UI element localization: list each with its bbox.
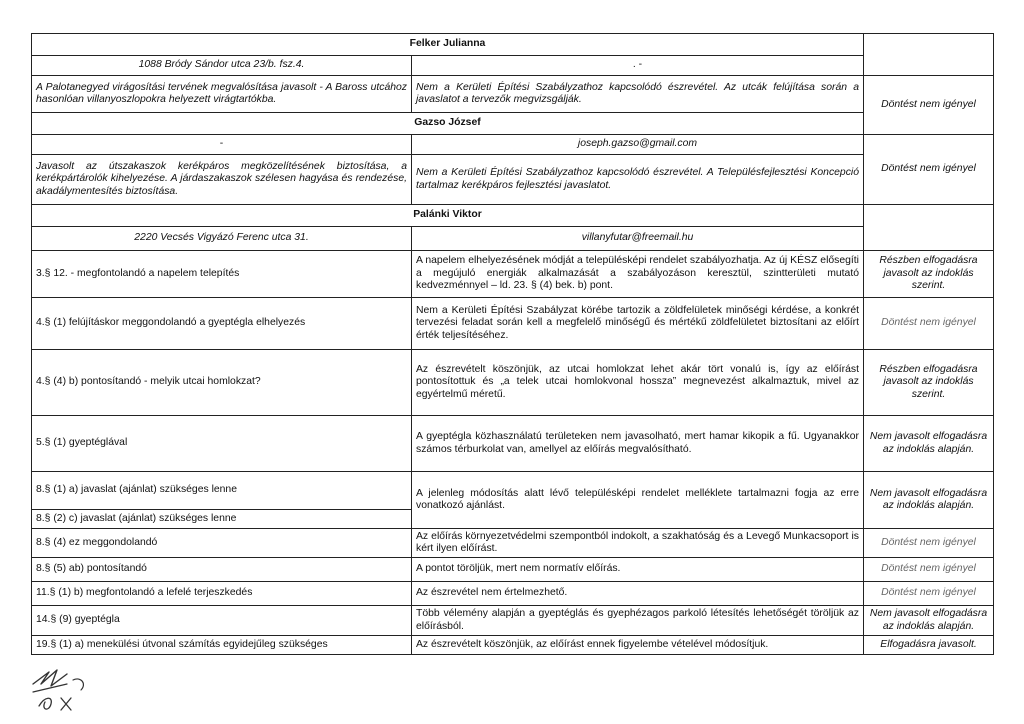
decision-text: Részben elfogadásra javasolt az indoklás szerint.	[864, 251, 994, 298]
comment-text: 4.§ (1) felújításkor meggondolandó a gyeptégla elhelyezés	[32, 298, 412, 350]
decision-text: Döntést nem igényel	[864, 76, 994, 135]
response-text: Nem a Kerületi Építési Szabályzathoz kapcsolódó észrevétel. A Településfejlesztési Koncepció tartalmaz kerékpáros fejlesztési javaslatot.	[412, 155, 864, 205]
table-row	[32, 529, 994, 558]
commenter-contact: joseph.gazso@gmail.com	[412, 135, 864, 155]
comment-text: Javasolt az útszakaszok kerékpáros megközelítésének biztosítása, a kerékpártárolók kihelyezése. A járdaszakaszok szélesen hagyása és rendezése, akadálymentesítés biztosítása.	[32, 155, 412, 205]
decision-text: Nem javasolt elfogadásra az indoklás alapján.	[864, 606, 994, 636]
response-text: Több vélemény alapján a gyeptéglás és gyephézagos parkoló létesítés lehetőségét töröljük az előírásból.	[412, 606, 864, 636]
table-row	[32, 606, 994, 636]
commenter-address: 2220 Vecsés Vigyázó Ferenc utca 31.	[32, 227, 412, 251]
comment-text: 11.§ (1) b) megfontolandó a lefelé terjeszkedés	[32, 582, 412, 606]
empty-decision-cell	[864, 205, 994, 251]
commenter-address: -	[32, 135, 412, 155]
response-text: A napelem elhelyezésének módját a településképi rendelet szabályozhatja. Az új KÉSZ elősegíti a megújuló energiák alkalmazását a szabályozáson keresztül, szintterületi mutató kedvezménnyel – ld. 23. § (4) bek. b) pont.	[412, 251, 864, 298]
response-text: A jelenleg módosítás alatt lévő településképi rendelet melléklete tartalmazni fogja az erre vonatkozó ajánlást.	[412, 472, 864, 529]
table-row	[32, 350, 994, 416]
response-text: Az észrevétel nem értelmezhető.	[412, 582, 864, 606]
commenter-contact: . -	[412, 56, 864, 76]
decision-text: Döntést nem igényel	[864, 529, 994, 558]
decision-text: Részben elfogadásra javasolt az indoklás szerint.	[864, 350, 994, 416]
comment-text: 14.§ (9) gyeptégla	[32, 606, 412, 636]
table-row	[32, 636, 994, 655]
comment-text: 8.§ (2) c) javaslat (ajánlat) szükséges lenne	[32, 510, 412, 529]
decision-text: Nem javasolt elfogadásra az indoklás alapján.	[864, 472, 994, 529]
commenter-name: Felker Julianna	[32, 34, 864, 56]
comment-text: 8.§ (4) ez meggondolandó	[32, 529, 412, 558]
table-row	[32, 582, 994, 606]
table-row	[32, 472, 994, 510]
comment-text: 3.§ 12. - megfontolandó a napelem telepítés	[32, 251, 412, 298]
commenter-contact: villanyfutar@freemail.hu	[412, 227, 864, 251]
table-row	[32, 558, 994, 582]
response-text: Nem a Kerületi Építési Szabályzathoz kapcsolódó észrevétel. Az utcák felújítása során a javaslatot a tervezők megvizsgálják.	[412, 76, 864, 113]
comment-text: 4.§ (4) b) pontosítandó - melyik utcai homlokzat?	[32, 350, 412, 416]
response-text: Az észrevételt köszönjük, az utcai homlokzat lehet akár tört vonalú is, így az előírást pontosítottuk és „a telek utcai homlokvonal hossza” megnevezést alkalmaztuk, mivel az egyértelmű méretű.	[412, 350, 864, 416]
decision-text: Döntést nem igényel	[864, 135, 994, 205]
table-row	[32, 251, 994, 298]
response-text: A pontot töröljük, mert nem normatív előírás.	[412, 558, 864, 582]
comment-text: 5.§ (1) gyeptéglával	[32, 416, 412, 472]
decision-text: Döntést nem igényel	[864, 298, 994, 350]
comment-response-table	[31, 33, 994, 655]
response-text: Az előírás környezetvédelmi szempontból indokolt, a szakhatóság és a Levegő Munkacsoport is kért ilyen előírást.	[412, 529, 864, 558]
comment-text: 8.§ (5) ab) pontosítandó	[32, 558, 412, 582]
response-text: Nem a Kerületi Építési Szabályzat körébe tartozik a zöldfelületek minőségi kérdése, a konkrét tervezési feladat során kell a megfelelő minőségű és mértékű zöldfelületet biztosítani az előírt érték teljesítéséhez.	[412, 298, 864, 350]
comment-text: 8.§ (1) a) javaslat (ajánlat) szükséges lenne	[32, 472, 412, 510]
empty-decision-cell	[864, 34, 994, 76]
commenter-address: 1088 Bródy Sándor utca 23/b. fsz.4.	[32, 56, 412, 76]
comment-text: A Palotanegyed virágosítási tervének megvalósítása javasolt - A Baross utcához hasonlóan villanyoszlopokra helyezett virágtartókba.	[32, 76, 412, 113]
decision-text: Döntést nem igényel	[864, 582, 994, 606]
response-text: A gyeptégla közhasználatú területeken nem javasolható, mert hamar kikopik a fű. Ugyanakkor számos térburkolat van, amellyel az előírás megvalósítható.	[412, 416, 864, 472]
handwritten-initials	[27, 654, 117, 716]
table-row	[32, 298, 994, 350]
commenter-name: Gazso József	[32, 113, 864, 135]
commenter-name: Palánki Viktor	[32, 205, 864, 227]
comment-text: 19.§ (1) a) menekülési útvonal számítás egyidejűleg szükséges	[32, 636, 412, 655]
table-row	[32, 416, 994, 472]
response-text: Az észrevételt köszönjük, az előírást ennek figyelembe vételével módosítjuk.	[412, 636, 864, 655]
decision-text: Döntést nem igényel	[864, 558, 994, 582]
decision-text: Nem javasolt elfogadásra az indoklás alapján.	[864, 416, 994, 472]
decision-text: Elfogadásra javasolt.	[864, 636, 994, 655]
